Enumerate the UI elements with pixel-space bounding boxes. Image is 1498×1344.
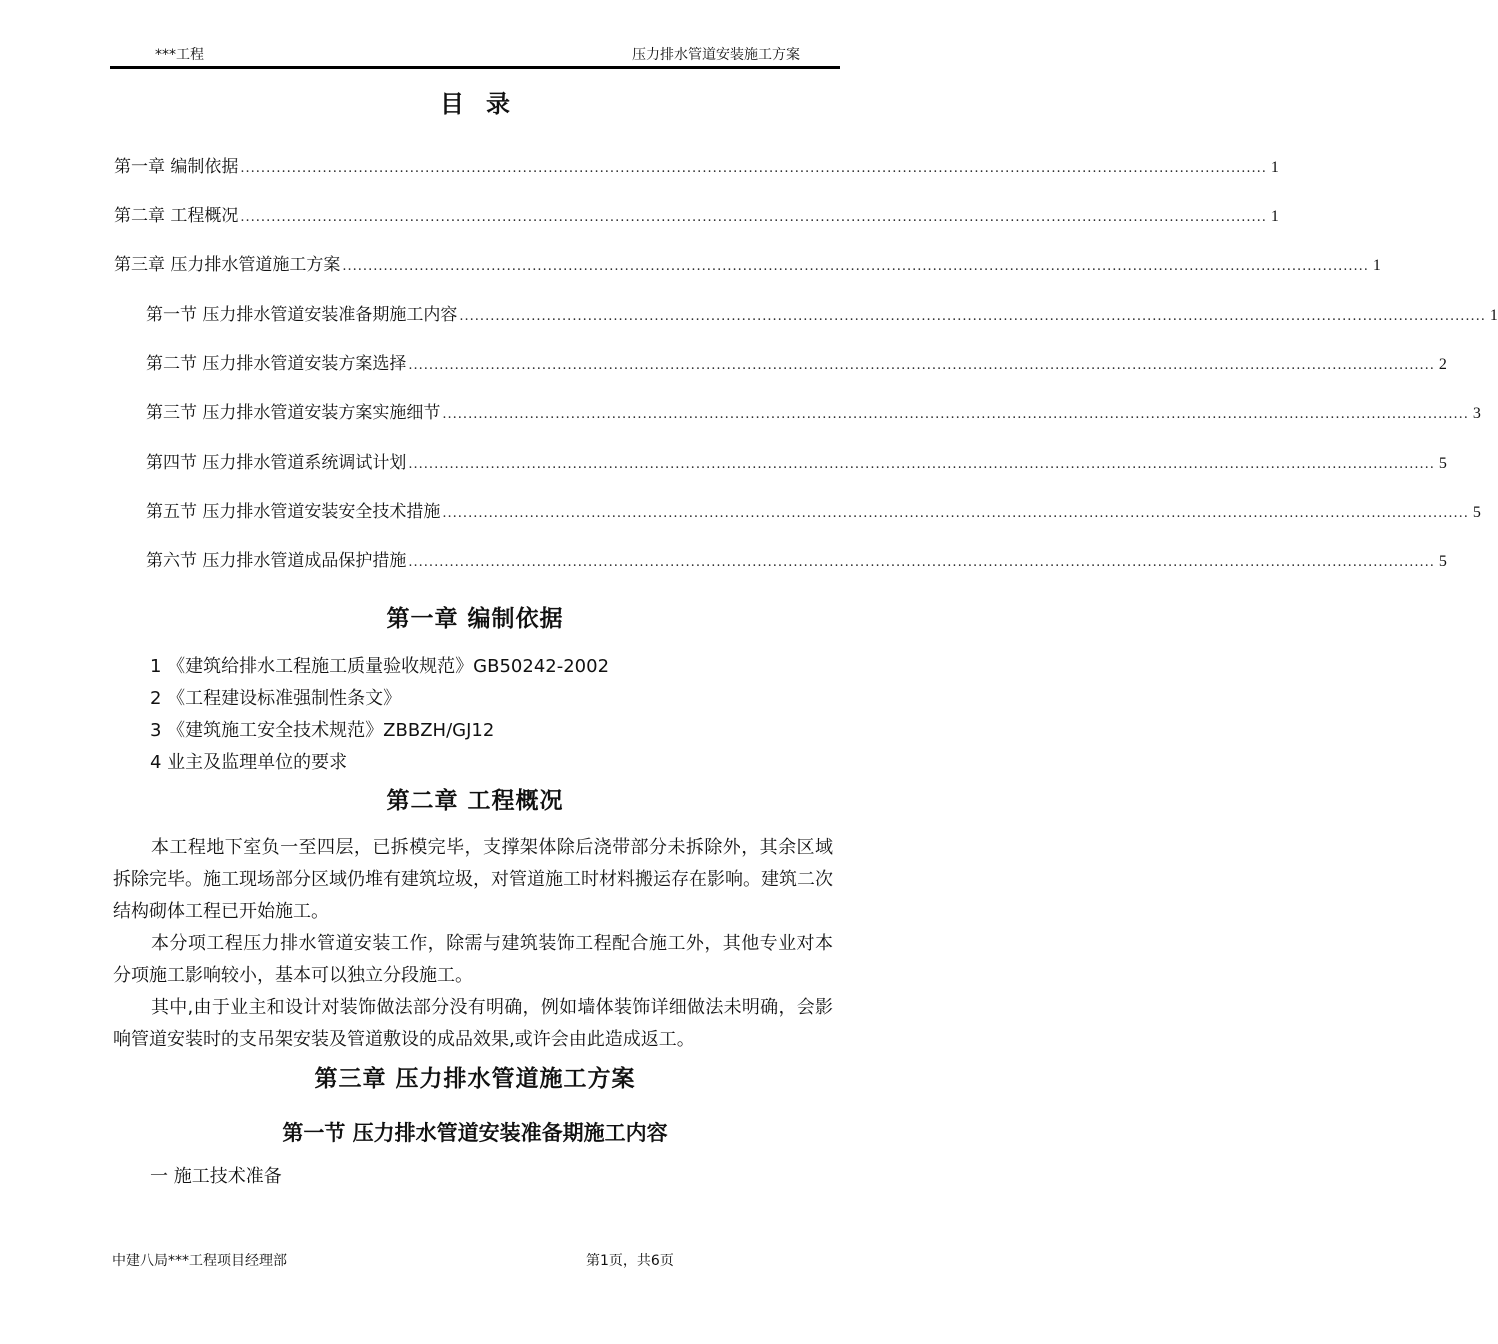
toc-entry-label: 第四节 压力排水管道系统调试计划 xyxy=(146,453,407,473)
toc-leader-dots: ........................................................................................................................................................................................................ xyxy=(442,506,1469,521)
page-header xyxy=(110,44,840,66)
toc-entry-label: 第三节 压力排水管道安装方案实施细节 xyxy=(146,403,441,423)
toc-leader-dots: ........................................................................................................................................................................................................ xyxy=(342,259,1369,274)
body-paragraph: 本分项工程压力排水管道安装工作，除需与建筑装饰工程配合施工外，其他专业对本分项施工影响较小，基本可以独立分段施工。 xyxy=(113,933,833,986)
toc-entry-label: 第二节 压力排水管道安装方案选择 xyxy=(146,354,407,374)
toc-entry-page: 3 xyxy=(1472,405,1481,422)
toc-leader-dots: ........................................................................................................................................................................................................ xyxy=(442,407,1469,422)
toc-entry-label: 第一节 压力排水管道安装准备期施工内容 xyxy=(146,305,458,325)
toc-entry-section-6[interactable] xyxy=(146,546,1447,576)
toc-entry-section-3[interactable] xyxy=(146,398,1481,428)
toc-entry-label: 第五节 压力排水管道安装安全技术措施 xyxy=(146,502,441,522)
footer-page-number: 第1页，共6页 xyxy=(586,1253,674,1269)
toc-entry-chapter-2[interactable] xyxy=(114,201,1279,231)
header-project-name: ***工程 xyxy=(155,47,204,63)
reference-item: 4 业主及监理单位的要求 xyxy=(150,752,348,773)
toc-entry-label: 第六节 压力排水管道成品保护措施 xyxy=(146,551,407,571)
toc-leader-dots: ........................................................................................................................................................................................................ xyxy=(240,210,1267,225)
toc-entry-section-2[interactable] xyxy=(146,349,1447,379)
toc-leader-dots: ........................................................................................................................................................................................................ xyxy=(408,358,1435,373)
chapter-2-heading: 第二章 工程概况 xyxy=(386,788,564,814)
toc-title: 目录 xyxy=(440,90,532,118)
toc-entry-page: 1 xyxy=(1270,159,1279,176)
chapter-2-body xyxy=(113,832,833,1056)
header-document-title: 压力排水管道安装施工方案 xyxy=(632,47,800,63)
page-footer xyxy=(112,1250,842,1270)
toc-entry-section-1[interactable] xyxy=(146,300,1498,330)
section-item: 一 施工技术准备 xyxy=(150,1166,282,1187)
chapter-3-heading: 第三章 压力排水管道施工方案 xyxy=(314,1066,636,1092)
reference-item: 1 《建筑给排水工程施工质量验收规范》GB50242-2002 xyxy=(150,656,610,677)
toc-entry-label: 第一章 编制依据 xyxy=(114,157,239,177)
reference-item: 3 《建筑施工安全技术规范》ZBBZH/GJ12 xyxy=(150,720,495,741)
toc-entry-page: 5 xyxy=(1472,504,1481,521)
toc-entry-chapter-3[interactable] xyxy=(114,250,1381,280)
toc-entry-page: 1 xyxy=(1489,307,1498,324)
toc-entry-section-5[interactable] xyxy=(146,497,1481,527)
toc-entry-page: 5 xyxy=(1438,553,1447,570)
toc-entry-chapter-1[interactable] xyxy=(114,152,1279,182)
body-paragraph: 本工程地下室负一至四层，已拆模完毕，支撑架体除后浇带部分未拆除外，其余区域拆除完毕。施工现场部分区域仍堆有建筑垃圾，对管道施工时材料搬运存在影响。建筑二次结构砌体工程已开始施工。 xyxy=(113,837,833,922)
section-1-heading: 第一节 压力排水管道安装准备期施工内容 xyxy=(282,1121,668,1145)
header-rule xyxy=(110,66,840,69)
toc-entry-label: 第三章 压力排水管道施工方案 xyxy=(114,255,341,275)
toc-entry-page: 1 xyxy=(1270,208,1279,225)
toc-entry-page: 1 xyxy=(1372,257,1381,274)
reference-list xyxy=(150,652,830,780)
toc-entry-page: 2 xyxy=(1438,356,1447,373)
toc-leader-dots: ........................................................................................................................................................................................................ xyxy=(408,555,1435,570)
reference-item: 2 《工程建设标准强制性条文》 xyxy=(150,688,402,709)
toc-leader-dots: ........................................................................................................................................................................................................ xyxy=(408,457,1435,472)
toc-leader-dots: ........................................................................................................................................................................................................ xyxy=(459,309,1486,324)
footer-organization: 中建八局***工程项目经理部 xyxy=(112,1253,287,1269)
toc-entry-page: 5 xyxy=(1438,455,1447,472)
toc-entry-label: 第二章 工程概况 xyxy=(114,206,239,226)
body-paragraph: 其中,由于业主和设计对装饰做法部分没有明确，例如墙体装饰详细做法未明确，会影响管道安装时的支吊架安装及管道敷设的成品效果,或许会由此造成返工。 xyxy=(113,997,833,1050)
chapter-1-heading: 第一章 编制依据 xyxy=(386,606,564,632)
toc-leader-dots: ........................................................................................................................................................................................................ xyxy=(240,161,1267,176)
toc-entry-section-4[interactable] xyxy=(146,448,1447,478)
